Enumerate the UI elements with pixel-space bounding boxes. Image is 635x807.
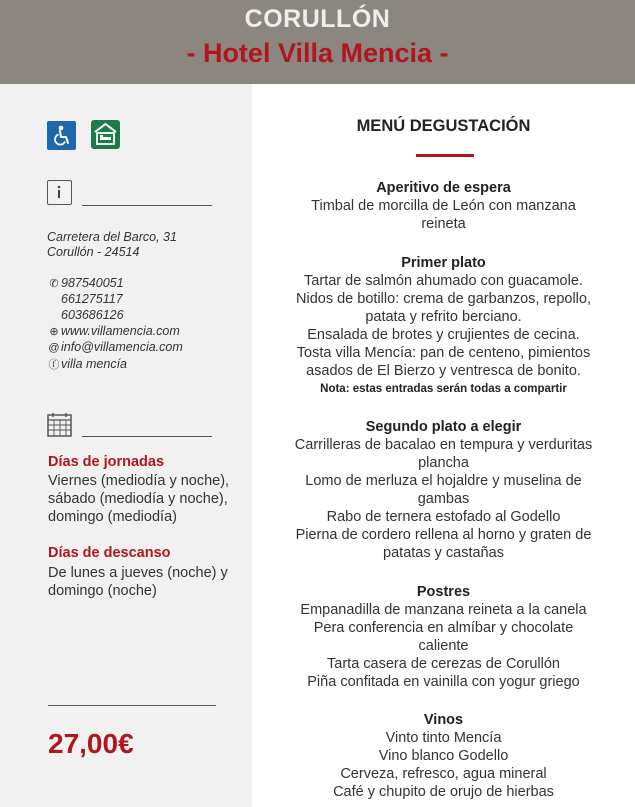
divider (82, 205, 212, 206)
course-item: Vino blanco Godello (378, 748, 509, 764)
course-title: Segundo plato a elegir (365, 419, 522, 435)
at-icon: @ (48, 342, 60, 354)
divider (48, 705, 216, 706)
globe-icon: ⊕ (49, 326, 59, 338)
wheelchair-icon (47, 121, 76, 150)
course-item: asados de El Bierzo y ventresca de bonito. (306, 363, 581, 379)
course-item: reineta (421, 216, 466, 232)
town-name: CORULLÓN (244, 5, 391, 33)
opening-days-label: Días de jornadas (48, 454, 165, 470)
rest-days-label: Días de descanso (48, 545, 171, 561)
course-item: Rabo de ternera estofado al Godello (326, 509, 561, 525)
course-item: Empanadilla de manzana reineta a la canela (300, 602, 587, 618)
course-title: Primer plato (401, 255, 486, 271)
course-item: Pera conferencia en almíbar y chocolate (313, 620, 574, 636)
info-icon (47, 180, 72, 205)
course-item: Tartar de salmón ahumado con guacamole. (304, 273, 583, 289)
course-title: Postres (416, 584, 471, 600)
course-item: Timbal de morcilla de León con manzana (311, 198, 576, 214)
course-item: Piña confitada en vainilla con yogur griego (307, 674, 580, 690)
hotel-name: - Hotel Villa Mencia - (186, 38, 449, 68)
phone-2: 661275117 (61, 292, 123, 306)
divider (82, 436, 212, 437)
facebook-icon: ⓕ (48, 359, 60, 371)
menu-price: 27,00€ (48, 728, 134, 759)
course-aperitivo (252, 179, 635, 233)
phone-3: 603686126 (61, 308, 124, 322)
course-item: patata y refrito berciano. (365, 309, 522, 325)
address-line-2: Corullón - 24514 (47, 245, 140, 259)
course-primer-plato (252, 254, 635, 398)
course-item: Vinto tinto Mencía (385, 730, 502, 746)
course-item: patatas y castañas (383, 545, 504, 561)
course-item: Lomo de merluza el hojaldre y muselina de (305, 473, 582, 489)
course-item: Pierna de cordero rellena al horno y graten de (295, 527, 592, 543)
course-title: Aperitivo de espera (376, 180, 511, 196)
course-segundo-plato (252, 418, 635, 562)
course-item: Nidos de botillo: crema de garbanzos, repollo, (296, 291, 591, 307)
opening-days-text: Viernes (mediodía y noche), sábado (mediodía y noche), domingo (mediodía) (48, 473, 230, 525)
course-item: Tosta villa Mencía: pan de centeno, pimientos (296, 345, 591, 361)
course-item: plancha (418, 455, 469, 471)
course-item: gambas (417, 491, 470, 507)
course-postres (252, 583, 635, 691)
course-item: caliente (418, 638, 469, 654)
website-link[interactable]: ⊕ www.villamencia.com (47, 324, 180, 338)
facebook-link[interactable]: ⓕ villa mencía (48, 357, 127, 371)
email-link[interactable]: @info@villamencia.com (48, 340, 183, 354)
course-item: Ensalada de brotes y crujientes de cecina. (307, 327, 580, 343)
menu-title: MENÚ DEGUSTACIÓN (356, 117, 531, 135)
course-note: Nota: estas entradas serán todas a compartir (320, 383, 567, 395)
course-item: Tarta casera de cerezas de Corullón (327, 656, 560, 672)
rest-days-text: De lunes a jueves (noche) y domingo (noche) (48, 565, 228, 599)
title-underline (416, 154, 474, 157)
course-item: Cerveza, refresco, agua mineral (340, 766, 547, 782)
sidebar (0, 84, 252, 807)
phone-icon: ✆ (49, 278, 59, 290)
phone-1: ✆ 987540051 (47, 276, 124, 290)
header-banner (0, 0, 635, 84)
course-title: Vinos (423, 712, 464, 728)
rural-lodging-icon (91, 120, 120, 149)
course-item: Carrilleras de bacalao en tempura y verduritas (294, 437, 593, 453)
calendar-icon (47, 412, 72, 437)
course-vinos (252, 711, 635, 801)
address-line-1: Carretera del Barco, 31 (47, 230, 177, 244)
course-item: Café y chupito de orujo de hierbas (333, 784, 554, 800)
